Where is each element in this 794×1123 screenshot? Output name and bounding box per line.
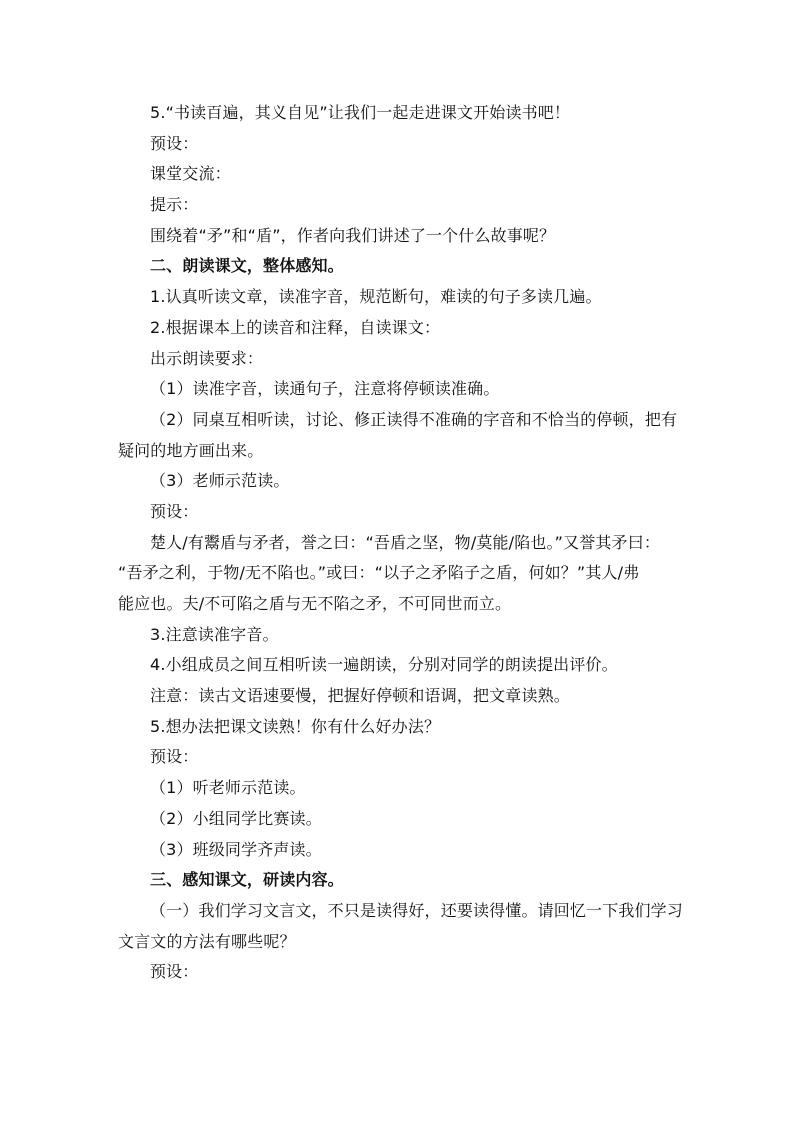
paragraph-line: 2.根据课本上的读音和注释，自读课文： [150, 317, 441, 337]
paragraph-line: 课堂交流： [150, 164, 231, 184]
paragraph-line: 4.小组成员之间互相听读一遍朗读，分别对同学的朗读提出评价。 [150, 655, 618, 675]
paragraph-line: 5.想办法把课文读熟！你有什么好办法？ [150, 716, 441, 736]
paragraph-line: 预设： [150, 133, 199, 153]
paragraph-line: 预设： [150, 747, 199, 767]
paragraph-line: （2）小组同学比赛读。 [150, 808, 322, 828]
paragraph-line: （1）听老师示范读。 [150, 778, 306, 798]
section-heading: 三、感知课文，研读内容。 [150, 870, 344, 890]
paragraph-line: 5.“书读百遍，其义自见”让我们一起走进课文开始读书吧！ [150, 103, 571, 122]
paragraph-line: 能应也。夫/不可陷之盾与无不陷之矛，不可同世而立。 [118, 594, 512, 613]
paragraph-line: （3）班级同学齐声读。 [150, 839, 322, 859]
paragraph-line: （1）读准字音，读通句子，注意将停顿读准确。 [150, 379, 500, 399]
paragraph-line: “吾矛之利，于物/无不陷也。”或曰：“以子之矛陷子之盾，何如？”其人/弗 [118, 563, 640, 583]
paragraph-line: 文言文的方法有哪些呢？ [118, 931, 296, 951]
paragraph-line: 1.认真听读文章，读准字音，规范断句，难读的句子多读几遍。 [150, 287, 602, 307]
paragraph-line: 围绕着“矛”和“盾”，作者向我们讲述了一个什么故事呢？ [150, 225, 556, 245]
paragraph-line: （3）老师示范读。 [150, 471, 290, 491]
paragraph-line: 注意：读古文语速要慢，把握好停顿和语调，把文章读熟。 [150, 686, 570, 706]
paragraph-line: 出示朗读要求： [150, 348, 264, 368]
paragraph-line: 疑问的地方画出来。 [118, 440, 264, 460]
paragraph-line: 楚人/有鬻盾与矛者，誉之曰：“吾盾之坚，物/莫能/陷也。”又誉其矛曰： [150, 532, 661, 552]
paragraph-line: 预设： [150, 501, 199, 521]
paragraph-line: （2）同桌互相听读，讨论、修正读得不准确的字音和不恰当的停顿，把有 [150, 409, 678, 429]
section-heading: 二、朗读课文，整体感知。 [150, 256, 344, 276]
paragraph-line: 预设： [150, 962, 199, 982]
paragraph-line: （一）我们学习文言文，不只是读得好，还要读得懂。请回忆一下我们学习 [150, 900, 683, 920]
document-body [118, 98, 683, 988]
paragraph-line: 提示： [150, 195, 199, 215]
paragraph-line: 3.注意读准字音。 [150, 624, 279, 644]
